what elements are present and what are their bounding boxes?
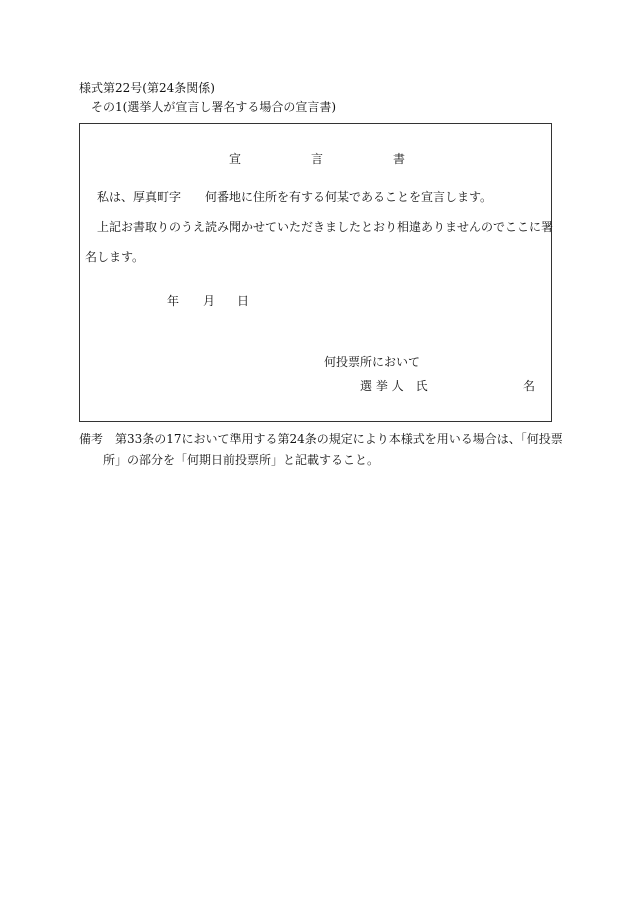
voter-signature-name-suffix: 名: [523, 379, 536, 393]
date-day: 日: [237, 294, 250, 308]
title-char-2: 言: [311, 152, 324, 166]
confirmation-paragraph-line2: 名します。: [85, 250, 145, 264]
date-year: 年: [167, 294, 180, 308]
remarks-label: 備考: [79, 432, 104, 446]
declaration-form-box: [79, 123, 552, 422]
remarks-line2: 所」の部分を「何期日前投票所」と記載すること。: [103, 453, 380, 467]
remarks-line1: 第33条の17において準用する第24条の規定により本様式を用いる場合は、「何投票: [115, 432, 563, 446]
confirmation-paragraph-line1: 上記お書取りのうえ読み聞かせていただきましたとおり相違ありませんのでここに署: [97, 220, 554, 234]
title-char-1: 宣: [229, 152, 242, 166]
title-char-3: 書: [393, 152, 406, 166]
date-month: 月: [203, 294, 216, 308]
declaration-paragraph: 私は、厚真町字 何番地に住所を有する何某であることを宣言します。: [97, 190, 493, 204]
polling-place: 何投票所において: [324, 355, 421, 369]
voter-signature-label: 選 挙 人 氏: [360, 379, 428, 393]
form-subtitle: その1(選挙人が宣言し署名する場合の宣言書): [91, 100, 336, 114]
form-number: 様式第22号(第24条関係): [79, 81, 215, 95]
